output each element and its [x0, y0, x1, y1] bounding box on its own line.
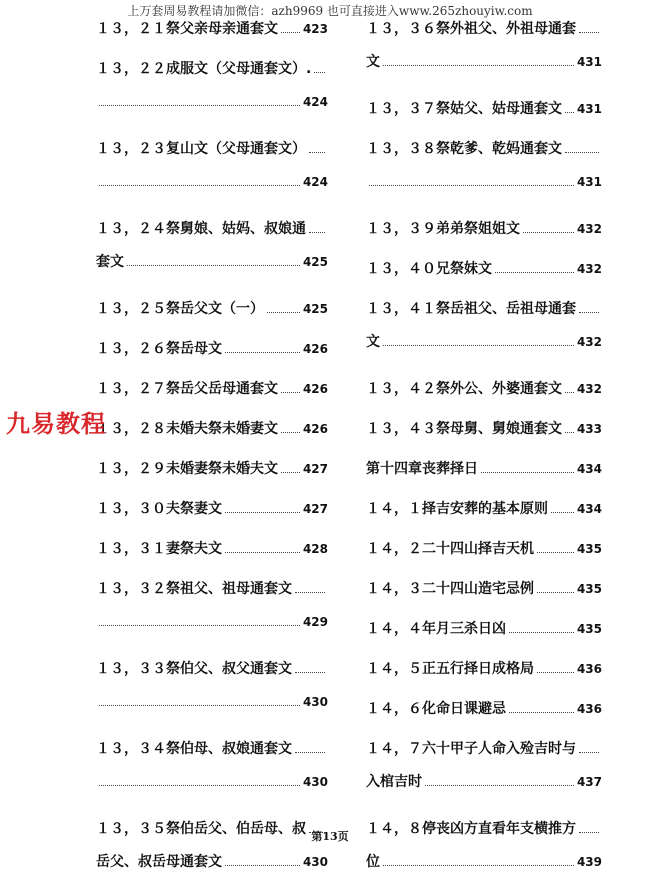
dot-leader: [99, 625, 300, 626]
toc-entry-line: [96, 851, 328, 873]
toc-entry-title: １３，３７祭姑父、姑母通套文: [366, 101, 562, 117]
toc-page-number: 431: [576, 102, 602, 116]
dot-leader: [295, 752, 325, 753]
toc-entry-title: １３，２６祭岳母文: [96, 341, 222, 357]
dot-leader: [509, 712, 574, 713]
dot-leader: [523, 232, 574, 233]
toc-entry-title: 岳父、叔岳母通套文: [96, 854, 222, 870]
toc-page-number: 425: [302, 255, 328, 269]
toc-page-number: 426: [302, 382, 328, 396]
toc-entry-title: １３，２８未婚夫祭未婚妻文: [96, 421, 278, 437]
toc-entry-title: １３，３０夫祭妻文: [96, 501, 222, 517]
wechat-promo-banner: 上万套周易教程请加微信：azh9969 也可直接进入www.265zhouyiw.com: [127, 4, 533, 18]
toc-page-number: 436: [576, 662, 602, 676]
dot-leader: [225, 352, 300, 353]
toc-entry-title: １３，３５祭伯岳父、伯岳母、叔: [96, 821, 306, 837]
toc-entry-title: １３，４１祭岳祖父、岳祖母通套: [366, 301, 576, 317]
toc-entry-line: [96, 378, 328, 400]
toc-entry-line: [96, 691, 328, 713]
toc-entry-title: 文: [366, 54, 380, 70]
toc-entry-line: [366, 218, 602, 240]
dot-leader: [295, 592, 325, 593]
dot-leader: [99, 705, 300, 706]
dot-leader: [481, 472, 574, 473]
dot-leader: [551, 512, 574, 513]
dot-leader: [495, 272, 574, 273]
toc-entry-title: １４，５正五行择日成格局: [366, 661, 534, 677]
toc-entry-line: [96, 251, 328, 273]
toc-entry-line: [96, 658, 328, 680]
dot-leader: [565, 392, 574, 393]
dot-leader: [225, 865, 300, 866]
toc-page-number: 428: [302, 542, 328, 556]
toc-page-number: 427: [302, 462, 328, 476]
toc-entry-line: [366, 18, 602, 40]
toc-entry-title: １３，３９弟弟祭姐姐文: [366, 221, 520, 237]
toc-entry-title: １４，４年月三杀日凶: [366, 621, 506, 637]
toc-entry-line: [96, 498, 328, 520]
toc-page-number: 423: [302, 22, 328, 36]
dot-leader: [537, 552, 574, 553]
toc-page-number: 425: [302, 302, 328, 316]
toc-entry-line: [96, 738, 328, 760]
toc-entry-line: [96, 18, 328, 40]
toc-entry-title: 入棺吉时: [366, 774, 422, 790]
toc-entry-title: １３，２３复山文（父母通套文）: [96, 141, 306, 157]
toc-entry-line: [96, 538, 328, 560]
dot-leader: [309, 232, 325, 233]
dot-leader: [425, 785, 574, 786]
toc-entry-line: [96, 298, 328, 320]
toc-entry-title: 文: [366, 334, 380, 350]
toc-entry-line: [96, 171, 328, 193]
toc-entry-line: [366, 851, 602, 873]
toc-entry-title: １４，８停丧凶方直看年支横推方: [366, 821, 576, 837]
toc-page-number: 433: [576, 422, 602, 436]
toc-page-number: 437: [576, 775, 602, 789]
dot-leader: [225, 512, 300, 513]
toc-page-number: 436: [576, 702, 602, 716]
dot-leader: [383, 345, 574, 346]
toc-entry-line: [96, 771, 328, 793]
toc-page-number: 424: [302, 175, 328, 189]
toc-page-number: 431: [576, 55, 602, 69]
toc-entry-title: １３，３３祭伯父、叔父通套文: [96, 661, 292, 677]
toc-entry-line: [366, 771, 602, 793]
toc-entry-line: [96, 418, 328, 440]
toc-page-number: 432: [576, 222, 602, 236]
toc-entry-line: [96, 578, 328, 600]
toc-entry-title: １３，２９未婚妻祭未婚夫文: [96, 461, 278, 477]
toc-page-number: 435: [576, 582, 602, 596]
toc-entry-line: [366, 171, 602, 193]
dot-leader: [309, 152, 325, 153]
toc-entry-line: [366, 498, 602, 520]
toc-entry-line: [366, 578, 602, 600]
toc-entry-title: １３，２１祭父亲母亲通套文: [96, 21, 278, 37]
page-number: 第13页: [311, 830, 349, 843]
dot-leader: [565, 112, 574, 113]
dot-leader: [383, 865, 574, 866]
toc-entry-line: [366, 258, 602, 280]
toc-entry-line: [366, 418, 602, 440]
toc-entry-title: １３，２２成服文（父母通套文）.: [96, 61, 312, 77]
toc-page-number: 432: [576, 262, 602, 276]
dot-leader: [99, 785, 300, 786]
toc-entry-title: 位: [366, 854, 380, 870]
toc-page-number: 432: [576, 382, 602, 396]
toc-entry-line: [366, 698, 602, 720]
toc-entry-line: [366, 738, 602, 760]
dot-leader: [579, 752, 599, 753]
toc-entry-title: １３，３１妻祭夫文: [96, 541, 222, 557]
toc-entry-title: １３，３６祭外祖父、外祖母通套: [366, 21, 576, 37]
toc-page-number: 434: [576, 462, 602, 476]
toc-entry-title: １３，３２祭祖父、祖母通套文: [96, 581, 292, 597]
toc-page-number: 439: [576, 855, 602, 869]
toc-entry-line: [366, 658, 602, 680]
dot-leader: [579, 312, 599, 313]
toc-page-number: 427: [302, 502, 328, 516]
dot-leader: [99, 105, 300, 106]
toc-page-number: 426: [302, 342, 328, 356]
toc-page-number: 432: [576, 335, 602, 349]
dot-leader: [579, 32, 599, 33]
toc-entry-title: １４，７六十甲子人命入殓吉时与: [366, 741, 576, 757]
toc-entry-line: [96, 138, 328, 160]
toc-entry-title: 第十四章丧葬择日: [366, 461, 478, 477]
toc-entry-line: [96, 58, 328, 80]
toc-entry-title: １４，１择吉安葬的基本原则: [366, 501, 548, 517]
toc-entry-title: １４，３二十四山造宅忌例: [366, 581, 534, 597]
toc-entry-title: １３，４０兄祭妹文: [366, 261, 492, 277]
dot-leader: [127, 265, 300, 266]
toc-entry-line: [366, 298, 602, 320]
dot-leader: [281, 32, 300, 33]
dot-leader: [509, 632, 574, 633]
toc-entry-line: [366, 378, 602, 400]
toc-entry-line: [366, 618, 602, 640]
dot-leader: [281, 392, 300, 393]
toc-entry-line: [366, 458, 602, 480]
dot-leader: [537, 592, 574, 593]
toc-page-number: 429: [302, 615, 328, 629]
dot-leader: [369, 185, 574, 186]
dot-leader: [295, 672, 325, 673]
toc-entry-line: [366, 98, 602, 120]
dot-leader: [281, 472, 300, 473]
toc-entry-line: [96, 611, 328, 633]
dot-leader: [565, 432, 574, 433]
toc-entry-title: １３，４２祭外公、外婆通套文: [366, 381, 562, 397]
toc-entry-title: １３，２７祭岳父岳母通套文: [96, 381, 278, 397]
toc-page-number: 430: [302, 855, 328, 869]
toc-entry-title: 套文: [96, 254, 124, 270]
toc-page-number: 430: [302, 775, 328, 789]
toc-page-number: 424: [302, 95, 328, 109]
toc-entry-line: [366, 138, 602, 160]
dot-leader: [225, 552, 300, 553]
toc-entry-line: [96, 218, 328, 240]
toc-page-number: 431: [576, 175, 602, 189]
toc-page-number: 426: [302, 422, 328, 436]
dot-leader: [281, 432, 300, 433]
toc-entry-line: [96, 338, 328, 360]
dot-leader: [314, 72, 325, 73]
dot-leader: [383, 65, 574, 66]
toc-page-number: 434: [576, 502, 602, 516]
toc-entry-title: １３，４３祭母舅、舅娘通套文: [366, 421, 562, 437]
dot-leader: [99, 185, 300, 186]
toc-page-number: 435: [576, 542, 602, 556]
toc-entry-title: １３，３８祭乾爹、乾妈通套文: [366, 141, 562, 157]
toc-entry-line: [96, 91, 328, 113]
dot-leader: [267, 312, 300, 313]
toc-entry-line: [366, 538, 602, 560]
dot-leader: [537, 672, 574, 673]
toc-entry-title: １３，３４祭伯母、叔娘通套文: [96, 741, 292, 757]
toc-page-number: 430: [302, 695, 328, 709]
toc-entry-line: [366, 51, 602, 73]
watermark-logo: 九易教程: [6, 410, 106, 438]
dot-leader: [565, 152, 599, 153]
toc-page-number: 435: [576, 622, 602, 636]
toc-entry-title: １４，６化命日课避忌: [366, 701, 506, 717]
toc-entry-title: １３，２４祭舅娘、姑妈、叔娘通: [96, 221, 306, 237]
toc-entry-line: [366, 331, 602, 353]
toc-entry-title: １４，２二十四山择吉天机: [366, 541, 534, 557]
toc-entry-title: １３，２５祭岳父文（一）: [96, 301, 264, 317]
toc-entry-line: [96, 458, 328, 480]
